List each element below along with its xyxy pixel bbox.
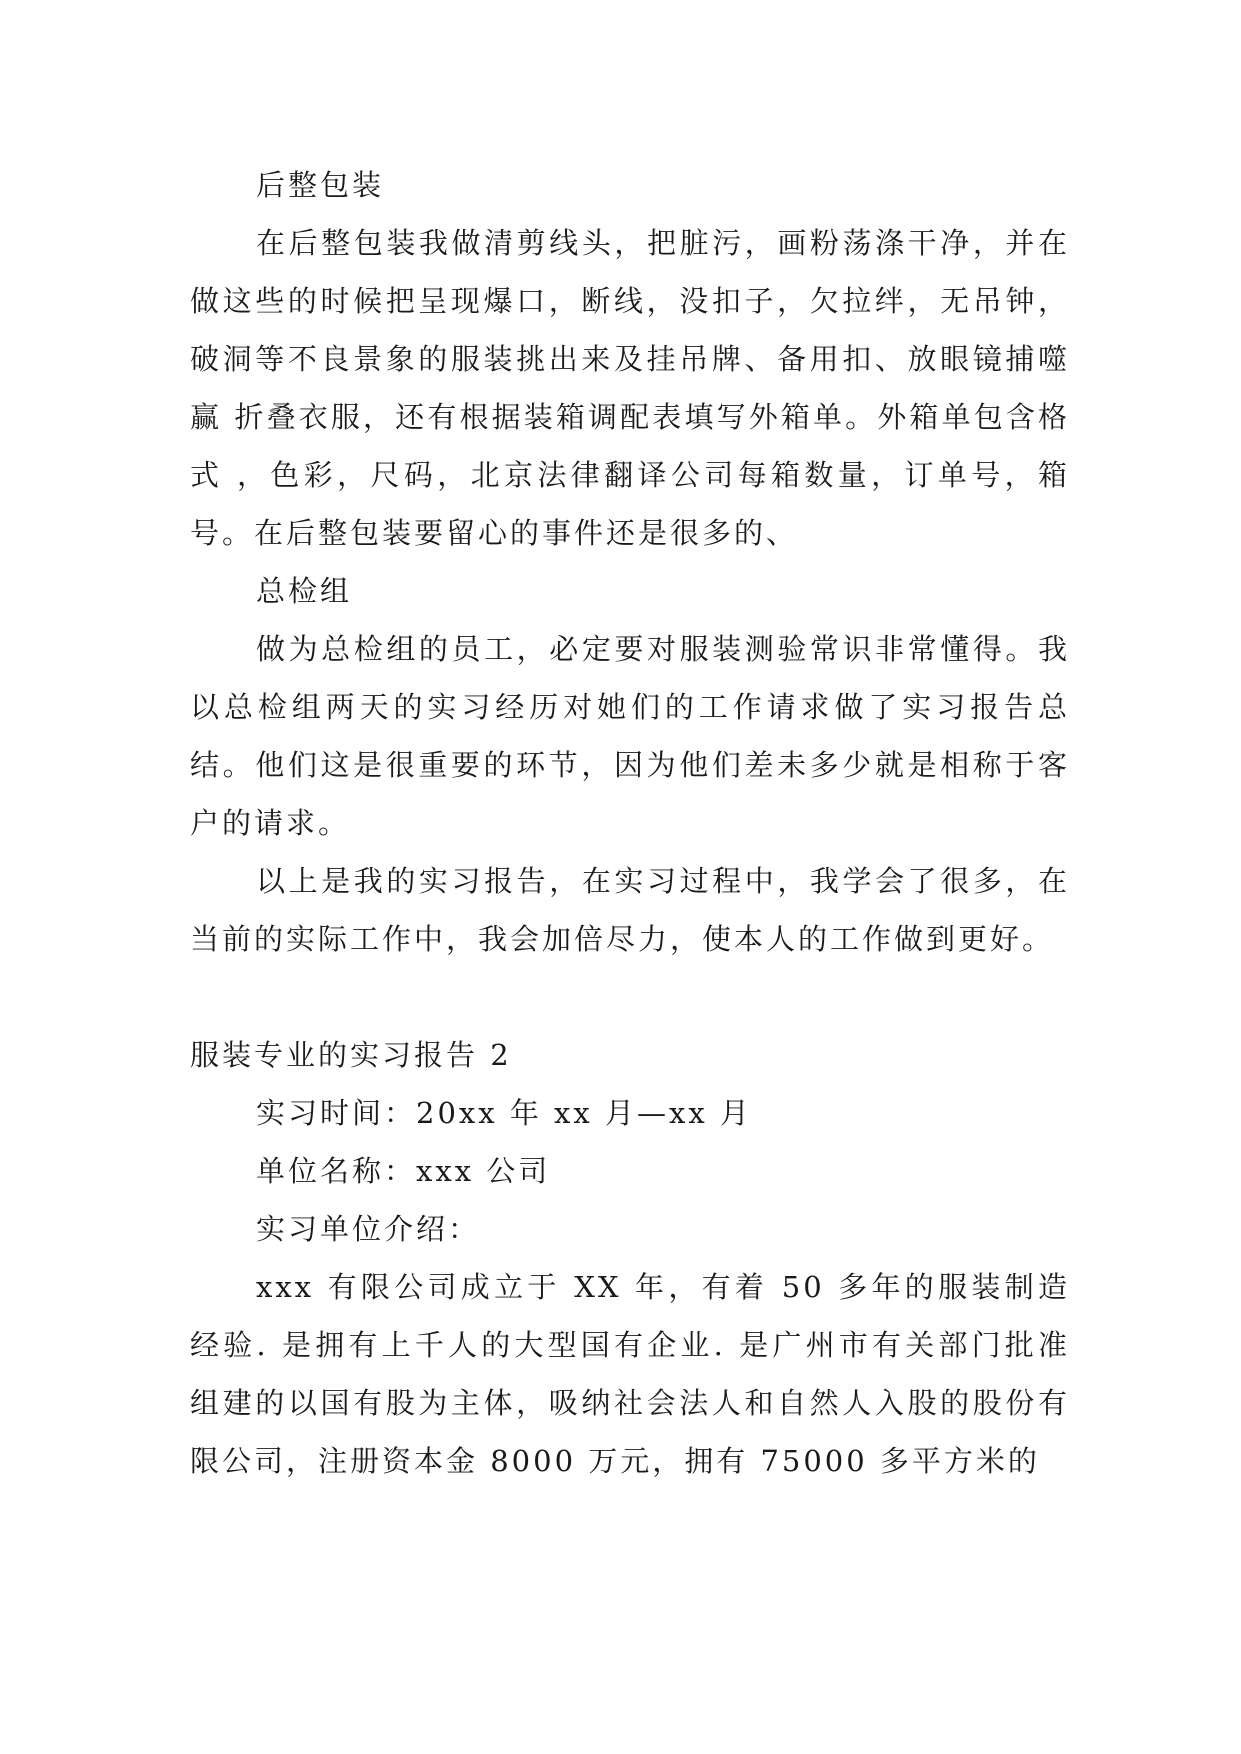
unit-name: 单位名称：xxx 公司: [256, 1154, 551, 1188]
inspection-paragraph: 做为总检组的员工，必定要对服装测验常识非常懂得。我以总检组两天的实习经历对她们的工作请求做了实习报告总结。他们这是很重要的环节，因为他们差未多少就是相称于客户的请求。: [190, 632, 1070, 840]
internship-time: 实习时间：20xx 年 xx 月—xx 月: [256, 1096, 752, 1130]
section2-title: 服装专业的实习报告 2: [190, 1038, 512, 1072]
heading-packaging: 后整包装: [256, 168, 385, 202]
document-body: [190, 156, 1070, 1490]
intro-paragraph: xxx 有限公司成立于 XX 年，有着 50 多年的服装制造经验. 是拥有上千人的大型国有企业. 是广州市有关部门批准组建的以国有股为主体，吸纳社会法人和自然人入股的股份有限公司，注册资本金 8000 万元，拥有 75000 多平方米的: [190, 1270, 1070, 1478]
packaging-paragraph: 在后整包装我做清剪线头，把脏污，画粉荡涤干净，并在做这些的时候把呈现爆口，断线，没扣子，欠拉绊，无吊钟，破洞等不良景象的服装挑出来及挂吊牌、备用扣、放眼镜捕噬赢 折叠衣服，还有根据装箱调配表填写外箱单。外箱单包含格式 ，色彩，尺码，北京法律翻译公司每箱数量，订单号，箱号。在后整包装要留心的事件还是很多的、: [190, 226, 1070, 550]
conclusion-paragraph: 以上是我的实习报告，在实习过程中，我学会了很多，在当前的实际工作中，我会加倍尽力，使本人的工作做到更好。: [190, 864, 1070, 956]
section-gap: [190, 968, 1070, 1026]
unit-intro-label: 实习单位介绍：: [256, 1212, 481, 1246]
heading-inspection: 总检组: [256, 574, 353, 608]
